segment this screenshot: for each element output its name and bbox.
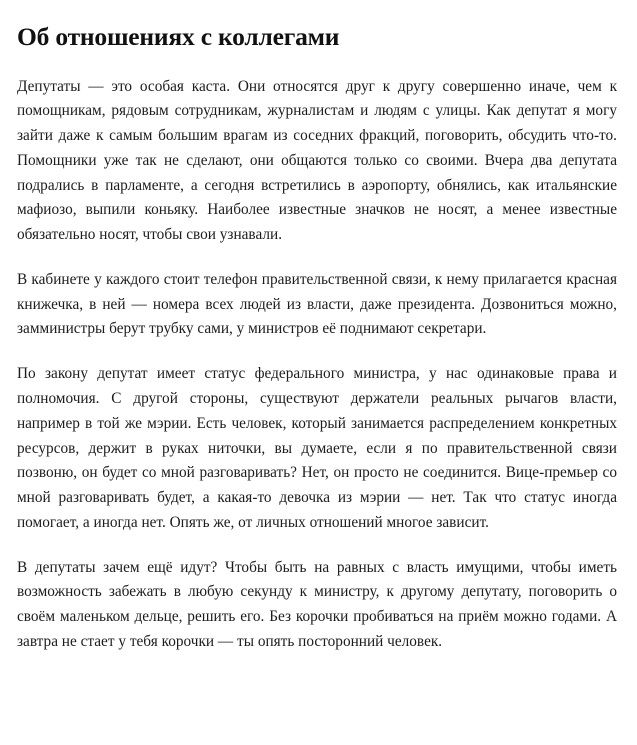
- page-title: Об отношениях с коллегами: [17, 22, 340, 51]
- paragraph: В депутаты зачем ещё идут? Чтобы быть на равных с власть имущими, чтобы иметь возможность забежать в любую секунду к министру, к другому депутату, поговорить о своём маленьком дельце, решить его. Без корочки пробиваться на приём можно годами. А завтра не стает у тебя корочки — ты опять посторонний человек.: [17, 558, 617, 650]
- paragraph: В кабинете у каждого стоит телефон правительственной связи, к нему прилагается красная книжечка, в ней — номера всех людей из власти, даже президента. Дозвониться можно, замминистры берут трубку сами, у министров её поднимают секретари.: [17, 270, 617, 338]
- paragraph: По закону депутат имеет статус федерального министра, у нас одинаковые права и полномочия. С другой стороны, существуют держатели реальных рычагов власти, например в той же мэрии. Есть человек, который занимается распределением конкретных ресурсов, держит в руках ниточки, вы думаете, если я по правительственной связи позвоню, он будет со мной разговаривать? Нет, он просто не соединится. Вице-премьер со мной разговаривать будет, а какая-то девочка из мэрии — нет. Так что статус иногда помогает, а иногда нет. Опять же, от личных отношений многое зависит.: [17, 365, 617, 531]
- article-body: [17, 75, 617, 655]
- paragraph: Депутаты — это особая каста. Они относятся друг к другу совершенно иначе, чем к помощникам, рядовым сотрудникам, журналистам и людям с улицы. Как депутат я могу зайти даже к самым большим врагам из соседних фракций, поговорить, обсудить что-то. Помощники уже так не сделают, они общаются только со своими. Вчера два депутата подрались в парламенте, а сегодня встретились в аэропорту, обнялись, как итальянские мафиозо, выпили коньяку. Наиболее известные значков не носят, а менее известные обязательно носят, чтобы свои узнавали.: [17, 77, 617, 244]
